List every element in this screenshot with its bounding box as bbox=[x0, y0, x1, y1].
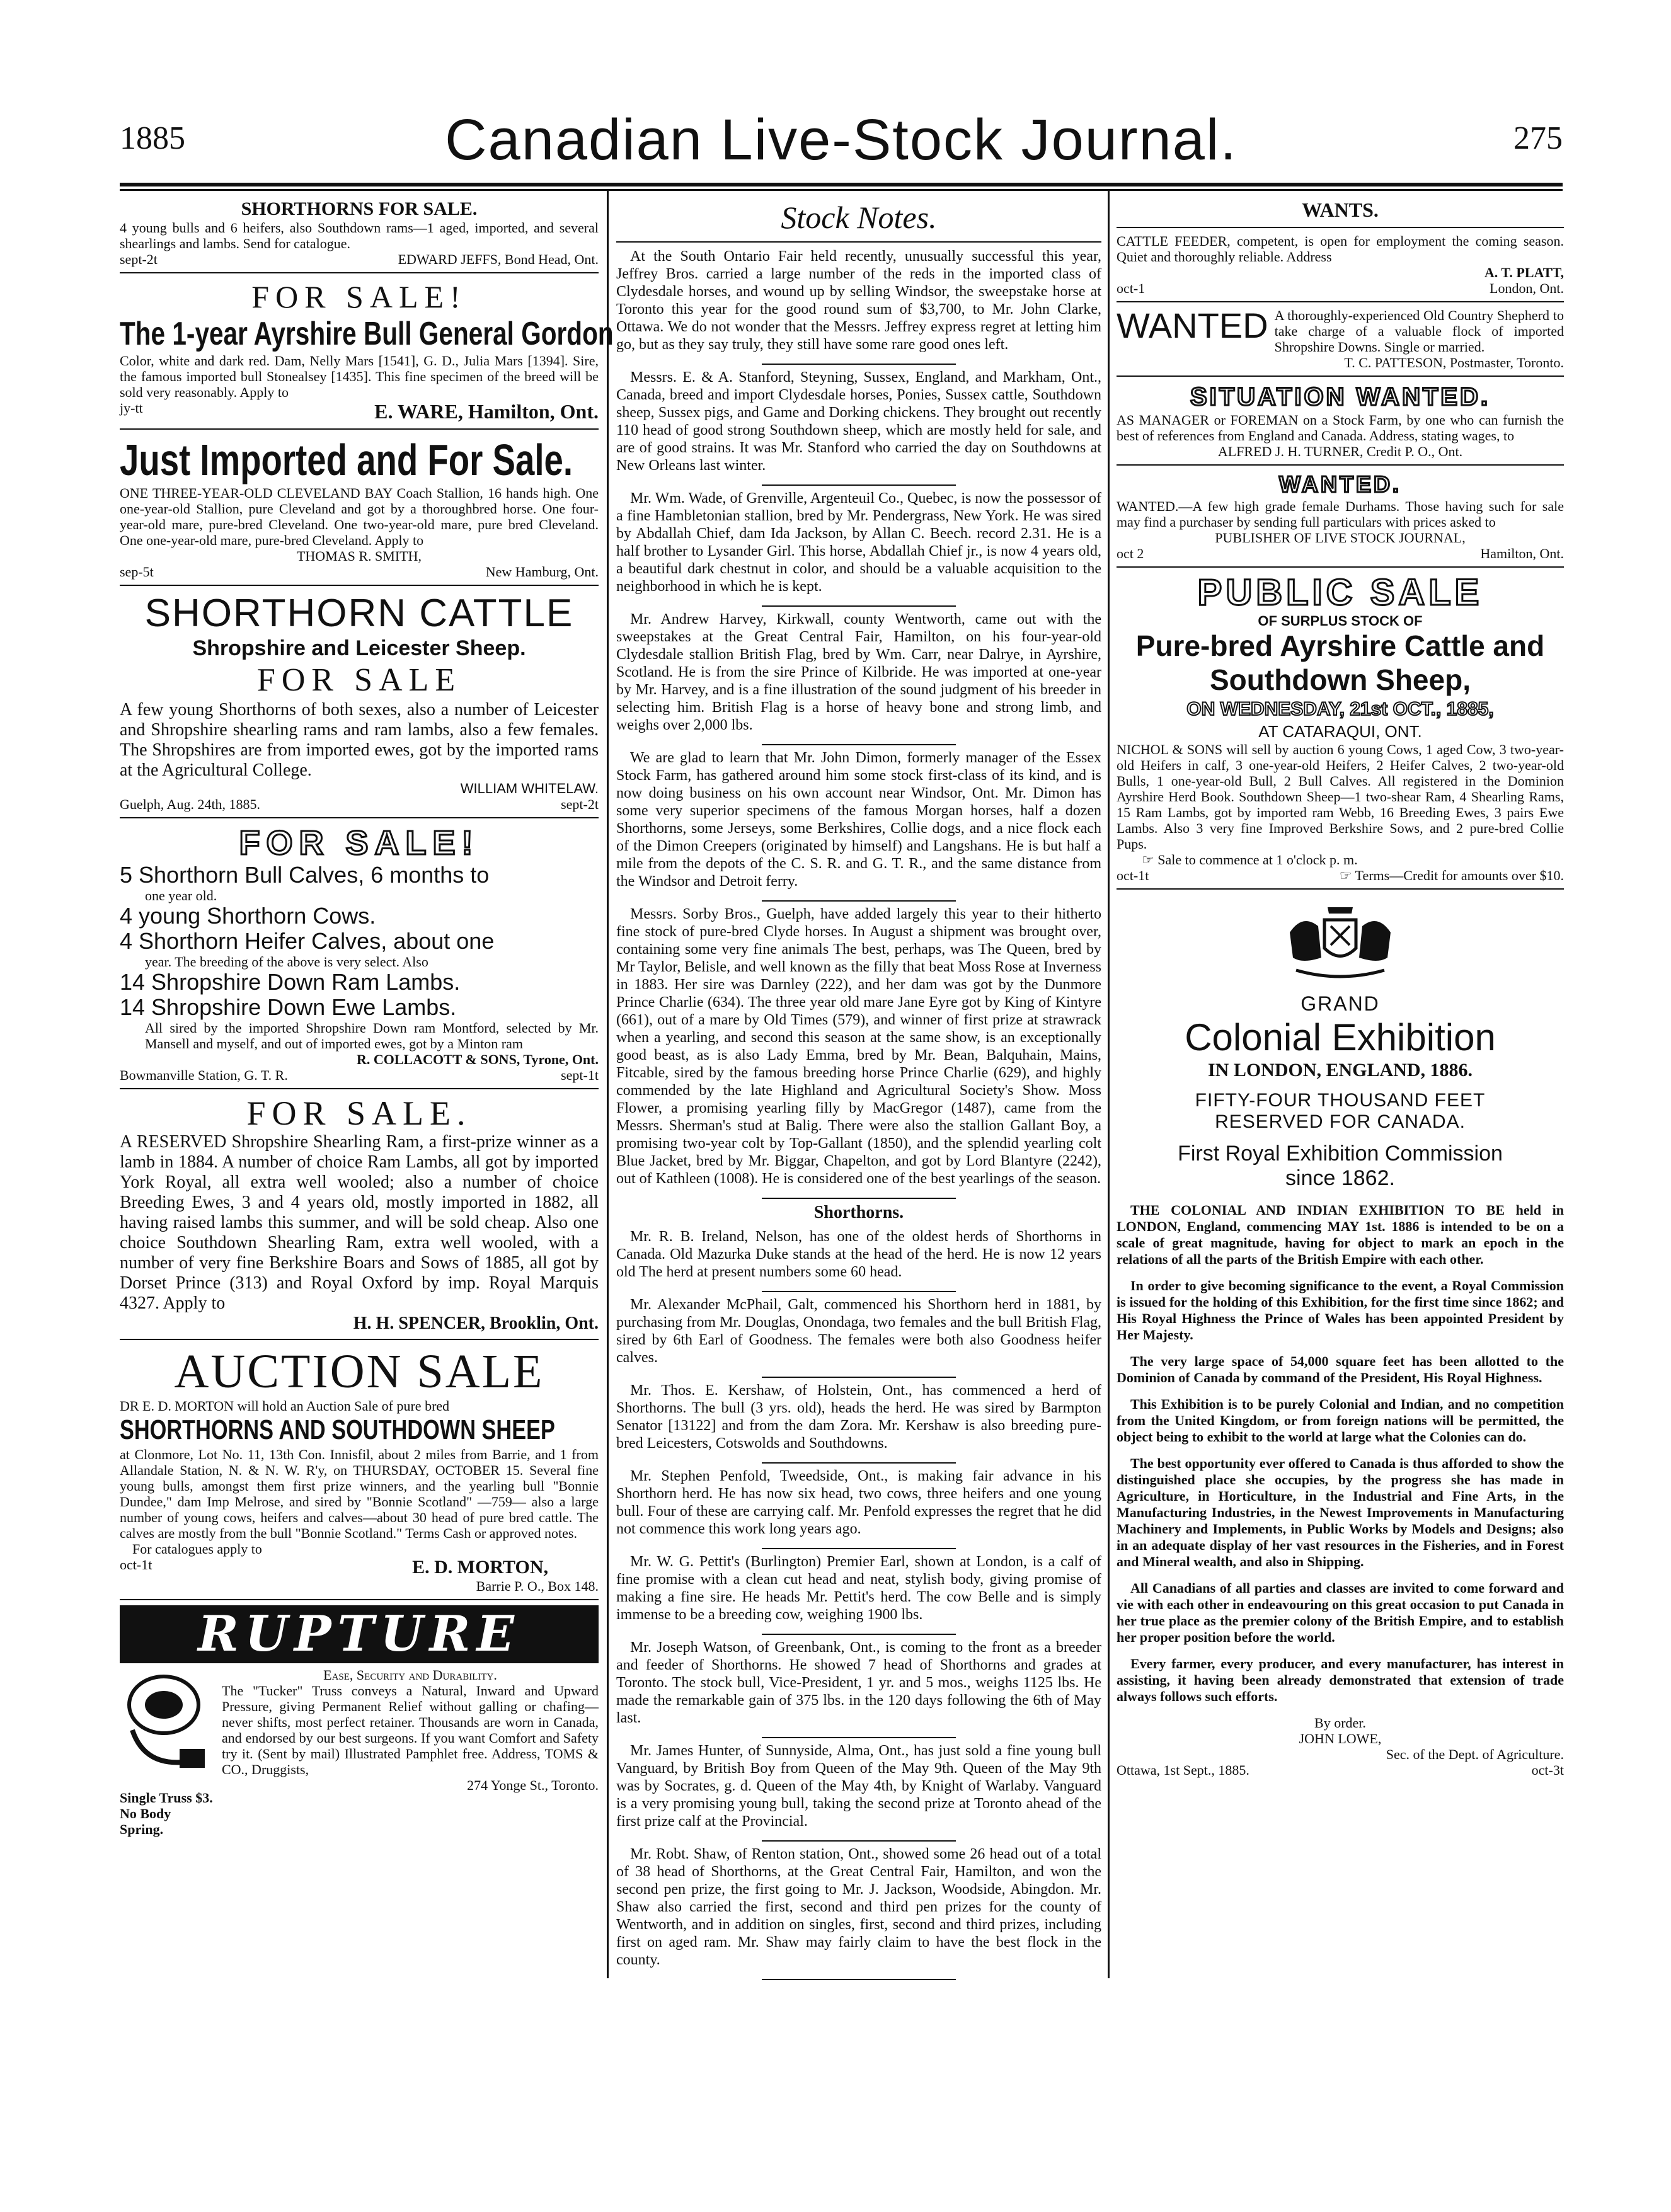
ad-signature: THOMAS R. SMITH, bbox=[296, 548, 422, 564]
note-paragraph: Mr. James Hunter, of Sunnyside, Alma, Ont., has just sold a fine young bull Vanguard, by British Boy from Queen of the May 9th. Queen of the May 9th was by Socrates, g. d. Queen of the May 4th, by Knight of Warlaby. Vanguard is a very promising young bull, taking the second prize at Toronto ahead of the first prize calf at the Provincial. bbox=[616, 1743, 1101, 1830]
want-cattle-feeder bbox=[1117, 233, 1564, 296]
ad-subtitle: The 1-year Ayrshire Bull General Gordon bbox=[120, 316, 614, 352]
ad-place: London, Ont. bbox=[1490, 280, 1564, 296]
wants-title: WANTS. bbox=[1302, 198, 1379, 221]
ad-for-sale-spencer bbox=[120, 1094, 599, 1334]
ad-signature: ALFRED J. H. TURNER, Credit P. O., Ont. bbox=[1217, 444, 1463, 459]
situation-wanted bbox=[1117, 382, 1564, 459]
note-divider bbox=[762, 1979, 956, 1980]
ad-title: AUCTION SALE bbox=[174, 1345, 544, 1398]
ad-signature: E. D. MORTON, bbox=[412, 1557, 548, 1578]
ad-body: The "Tucker" Truss conveys a Natural, Inward and Upward Pressure, giving Permanent Relief without galling or chafing—never shifts, most perfect retainer. Thousands are worn in Canada, and endorsed by our best surgeons. If you want Comfort and Safety try it. (Sent by mail) Illustrated Pamphlet free. Address, TOMS & CO., Druggists, bbox=[222, 1683, 599, 1777]
ad-signature: A. T. PLATT, bbox=[1484, 265, 1564, 280]
shorthorn-notes-list bbox=[616, 1228, 1101, 1980]
note-divider bbox=[762, 1737, 956, 1738]
shorthorns-subhead: Shorthorns. bbox=[813, 1203, 904, 1222]
note-divider bbox=[762, 1840, 956, 1842]
ad-line: one year old. bbox=[145, 888, 217, 903]
ad-signature: EDWARD JEFFS, Bond Head, Ont. bbox=[398, 251, 599, 267]
ad-code: sept-2t bbox=[561, 796, 599, 812]
ad-shorthorn-cattle bbox=[120, 591, 599, 812]
ad-body: NICHOL & SONS will sell by auction 6 young Cows, 1 aged Cow, 3 two-year-old Heifers in calf, 3 one-year-old Heifers, 2 Heifer Calves, 2 two-year-old Bulls, 1 one-year-old Bull, 2 Bull Calves. All registered in the Dominion Ayrshire Herd Book. Southdown Sheep—1 two-shear Ram, 4 Shearling Rams, 15 Ram Lambs, got by imported ram Webb, 16 Breeding Ewes, 3 pairs Ewe Lambs. Also 3 very fine Improved Berkshire Sows, and 2 pure-bred Collie Pups. bbox=[1117, 742, 1564, 852]
note-divider bbox=[762, 900, 956, 902]
note-divider bbox=[762, 1634, 956, 1635]
ad-line: DR E. D. MORTON will hold an Auction Sale of pure bred bbox=[120, 1398, 450, 1414]
note-divider bbox=[762, 1377, 956, 1378]
ad-title: FOR SALE. bbox=[246, 1094, 472, 1132]
ad-subtitle: SHORTHORNS AND SOUTHDOWN SHEEP bbox=[120, 1414, 555, 1445]
ad-subtitle: OF SURPLUS STOCK OF bbox=[1258, 613, 1423, 629]
note-paragraph: Mr. Thos. E. Kershaw, of Holstein, Ont., has commenced a herd of Shorthorns. The bull (3 yrs. old), heads the herd. He was sired by Barmpton Senator [13122] and from the dam Zora. Mr. Kershaw is also breeding pure-bred Leicesters, Cotswolds and Southdowns. bbox=[616, 1382, 1101, 1452]
note-divider bbox=[762, 1198, 956, 1199]
ad-rupture bbox=[120, 1605, 599, 1837]
journal-title: Canadian Live-Stock Journal. bbox=[445, 108, 1237, 172]
sale-date: ON WEDNESDAY, 21st OCT., 1885, bbox=[1186, 699, 1494, 719]
ad-code: jy-tt bbox=[120, 400, 143, 416]
ad-place: Ottawa, 1st Sept., 1885. bbox=[1117, 1762, 1249, 1778]
ad-title: SHORTHORN CATTLE bbox=[144, 592, 574, 635]
ad-code: oct-3t bbox=[1531, 1762, 1564, 1778]
ad-side-note: No Body Spring. bbox=[120, 1806, 171, 1837]
ad-body: WANTED.—A few high grade female Durhams. Those having such for sale may find a purchaser by sending full particulars with prices asked to bbox=[1117, 498, 1564, 530]
ad-code: oct-1t bbox=[1117, 868, 1149, 883]
stock-notes-title: Stock Notes. bbox=[781, 200, 937, 235]
ad-title-2: FOR SALE bbox=[256, 662, 462, 698]
ad-title: FOR SALE! bbox=[251, 279, 467, 314]
ad-shorthorns-for-sale bbox=[120, 198, 599, 267]
ad-heading: Pure-bred Ayrshire Cattle and Southdown Sheep, bbox=[1135, 629, 1545, 696]
note-paragraph: The best opportunity ever offered to Canada is thus afforded to show the distinguished place she occupies, by the progress she has made in Agriculture, in Horticulture, in the Industrial and Fine Arts, in the Manufacturing Industries, in the Newest Improvements in Manufacturing Machinery and Implements, in Public Works by Models and Designs; also in an adequate display of her vast resources in the Fisheries, and in Forest and Mineral wealth, and also in Shipping. bbox=[1117, 1455, 1564, 1569]
note-paragraph: Mr. Stephen Penfold, Tweedside, Ont., is making fair advance in his Shorthorn herd. He has now six head, two cows, three heifers and one young bull. Four of these are carrying calf. Mr. Penfold expresses the regret that he did not commence this work long years ago. bbox=[616, 1468, 1101, 1537]
note-paragraph: Mr. W. G. Pettit's (Burlington) Premier Earl, shown at London, is a calf of fine promise with a clean cut head and neat, stylish body, giving promise of making a fine sire. He heads Mr. Pettit's herd. The cow Belle and is simply immense to be a breeding cow, weighing 1900 lbs. bbox=[616, 1554, 1101, 1623]
note-divider bbox=[762, 605, 956, 607]
ad-body: A RESERVED Shropshire Shearling Ram, a first-prize winner as a lamb in 1884. A number of choice Ram Lambs, all got by imported York Royal, all extra well wooled; also a number of choice Breeding Ewes, 3 and 4 years old, mostly imported in 1882, all having raised lambs this summer, and will be sold cheap. Also one choice Southdown Shearling Ram, extra well wooled, with a number of very fine Berkshire Boars and Sows of 1885, all got by Dorset Prince (313) and Royal Oxford by imp. Royal Marquis 4327. Apply to bbox=[120, 1132, 599, 1313]
ad-title: RUPTURE bbox=[120, 1605, 599, 1663]
truss-illustration bbox=[120, 1667, 214, 1837]
ad-code: sept-2t bbox=[120, 251, 158, 267]
ad-auction-sale bbox=[120, 1345, 599, 1594]
note-paragraph: Mr. Alexander McPhail, Galt, commenced his Shorthorn herd in 1881, by purchasing from Mr. Douglas, Onondaga, two females and the bull British Flag, sired by 6th Earl of Goodness. The females were both also Goodness heifer calves. bbox=[616, 1297, 1101, 1366]
colonial-exhibition-ad bbox=[1117, 895, 1564, 1778]
ad-signature-title: Sec. of the Dept. of Agriculture. bbox=[1386, 1746, 1564, 1762]
exhibition-location: IN LONDON, ENGLAND, 1886. bbox=[1207, 1060, 1473, 1080]
ad-title: SITUATION WANTED. bbox=[1190, 383, 1491, 411]
want-durhams bbox=[1117, 471, 1564, 561]
ad-place: Bowmanville Station, G. T. R. bbox=[120, 1067, 288, 1083]
note-paragraph: We are glad to learn that Mr. John Dimon, formerly manager of the Essex Stock Farm, has gathered around him some stock first-class of its kind, and is now doing business on his own account near Windsor, Ont. Mr. Dimon has some very superior specimens of the famous Morgan horses, half a dozen Shorthorns, some Jerseys, some Berkshires, Collie dogs, and a nice flock each of the Dimon Creepers (originated by himself) and Langshans. He is but half a mile from the depots of the C. S. R. and G. T. R., and the same distance from the Windsor and Detroit ferry. bbox=[616, 750, 1101, 890]
truss-icon bbox=[120, 1667, 214, 1787]
ad-note: ☞ Terms—Credit for amounts over $10. bbox=[1339, 868, 1564, 883]
ad-title: PUBLIC SALE bbox=[1197, 572, 1483, 613]
ad-subtitle: Shropshire and Leicester Sheep. bbox=[192, 636, 526, 660]
ad-place: New Hamburg, Ont. bbox=[485, 564, 599, 580]
page-header bbox=[120, 107, 1563, 176]
column-right bbox=[1117, 198, 1564, 1778]
ad-title: SHORTHORNS FOR SALE. bbox=[241, 198, 478, 219]
ad-note: ☞ Sale to commence at 1 o'clock p. m. bbox=[1142, 852, 1358, 868]
note-paragraph: Every farmer, every producer, and every manufacturer, has interest in assisting, it having been already demonstrated that extension of trade always follows such efforts. bbox=[1117, 1656, 1564, 1704]
note-paragraph: Messrs. Sorby Bros., Guelph, have added largely this year to their hitherto fine stock of pure-bred Clyde horses. In August a shipment was brought over, containing some very fine animals The best, perhaps, was The Queen, bred by Mr Taylor, Belisle, and well known as the filly that beat Moss Rose at Inverness in 1883. Her sire was Darnley (222), and her dam was got by the Dunmore Prince Charlie (634). The three year old mare Jane Eyre got by King of Kintyre (661), out of a mare by Old Times (579), and winner of first prize at strawrack when a yearling, and second this season at the same show, is an exceptionally good beast, as is also Lady Emma, bred by Mr. Bean, Balquhain, Mains, Fitcable, sired by the famous breeding horse Prince Charlie (629), and highly commended by the late Highland and Agricultural Society's Show. Moss Flower, a promising yearling filly by MacGregor (1487), came from the Messrs. Sherman's stud at Balig. There were also the stallion Gallant Boy, a promising two-year colt by Top-Gallant (1850), and the splendid yearling colt Blue Jacket, bred by Mr. Biggar, Chapelton, and got by Lord Blantyre (2242), out of Kathleen (1008). He is considered one of the best yearlings of the season. bbox=[616, 906, 1101, 1187]
ad-just-imported bbox=[120, 435, 599, 580]
note-paragraph: Mr. Andrew Harvey, Kirkwall, county Wentworth, came out with the sweepstakes at the Great Central Fair, Hamilton, on his four-year-old Clydesdale stallion British Flag, bred by Wm. Carr, near Dalrye, in Ayrshire, Scotland. He is from the sire Prince of Kilbride. He was imported at one-year by Mr. Harvey, and is a fine illustration of the sound judgment of his breeder in selecting him. British Flag is a horse of heavy bone and strong limb, and weighs over 2,000 lbs. bbox=[616, 611, 1101, 733]
ad-for-sale-collacott bbox=[120, 823, 599, 1083]
ad-body: A few young Shorthorns of both sexes, also a number of Leicester and Shropshire shearling rams and ram lambs, also a few females. The Shropshires are from imported ewes, got by the imported rams at the Agricultural College. bbox=[120, 700, 599, 780]
want-shepherd bbox=[1117, 307, 1564, 370]
ad-body: at Clonmore, Lot No. 11, 13th Con. Innisfil, about 2 miles from Barrie, and 1 from Allandale Station, N. & N. W. R'y, on THURSDAY, OCTOBER 15. Several fine young bulls, amongst them first prize winners, and the yearling bull "Bonnie Dundee," dam Imp Melrose, and sired by "Bonnie Scotland" —759— also a large number of young cows, heifers and calves—about 30 head of pure bred cattle. The calves are mostly from the bull "Bonnie Scotland." Terms Cash or approved notes. bbox=[120, 1447, 599, 1541]
ad-title: FOR SALE! bbox=[239, 824, 479, 862]
note-paragraph: This Exhibition is to be purely Colonial and Indian, and no competition from the United Kingdom, or from foreign nations will be permitted, the object being to exhibit to the world at large what the Colonies can do. bbox=[1117, 1396, 1564, 1445]
public-sale-ad bbox=[1117, 573, 1564, 883]
ad-body: CATTLE FEEDER, competent, is open for employment the coming season. Quiet and thoroughly reliable. Address bbox=[1117, 233, 1564, 265]
note-divider bbox=[762, 1462, 956, 1464]
note-paragraph: At the South Ontario Fair held recently, unusually successful this year, Jeffrey Bros. carried a large number of the reds in the imported class of Clydesdale horses, and wound up by selling Windsor, the sweepstake horse at Toronto this year for the good round sum of $3,700, to Mr. John Clarke, Ottawa. We do not wonder that the Messrs. Jeffrey express regret at letting him go, but as they say truly, they still have some rare good ones left. bbox=[616, 248, 1101, 353]
ad-signature: H. H. SPENCER, Brooklin, Ont. bbox=[353, 1314, 599, 1333]
note-divider bbox=[762, 484, 956, 486]
column-divider-1 bbox=[607, 189, 609, 1978]
note-paragraph: In order to give becoming significance to the event, a Royal Commission is issued for the holding of this Exhibition, for the first time since 1862; and His Royal Highness the Prince of Wales has been appointed President by Her Majesty. bbox=[1117, 1278, 1564, 1343]
ad-side-note: Single Truss $3. bbox=[120, 1790, 213, 1806]
exhibition-grand: GRAND bbox=[1301, 992, 1380, 1015]
ad-signature: T. C. PATTESON, Postmaster, Toronto. bbox=[1344, 355, 1564, 370]
ad-code: sept-1t bbox=[561, 1067, 599, 1083]
ad-code: oct-1 bbox=[1117, 280, 1146, 296]
header-year: 1885 bbox=[120, 120, 185, 156]
note-divider bbox=[762, 744, 956, 745]
coat-of-arms-icon bbox=[1271, 895, 1410, 989]
ad-tagline: Ease, Security and Durability. bbox=[323, 1667, 497, 1683]
ad-signature: JOHN LOWE, bbox=[1299, 1731, 1382, 1746]
note-paragraph: All Canadians of all parties and classes are invited to come forward and vie with each other in endeavouring on this great occasion to put Canada in her true place as the premier colony of the British Empire, and to establish her proper position before the world. bbox=[1117, 1580, 1564, 1645]
ad-body: 4 young bulls and 6 heifers, also Southdown rams—1 aged, imported, and several shearlings and lambs. Send for catalogue. bbox=[120, 220, 599, 251]
page-number: 275 bbox=[1513, 120, 1563, 156]
note-paragraph: Mr. R. B. Ireland, Nelson, has one of the oldest herds of Shorthorns in Canada. Old Mazurka Duke stands at the head of the herd. He is now 12 years old The herd at present numbers some 60 head. bbox=[616, 1229, 1101, 1280]
ad-title: WANTED. bbox=[1279, 471, 1401, 497]
note-paragraph: Mr. Robt. Shaw, of Renton station, Ont., showed some 26 head out of a total of 38 head of Shorthorns, at the Great Central Fair, Hamilton, and won the second pen prize, the first going to Mr. J. Jackson, Woodside, Abingdon. Mr. Shaw also carried the first, second and third pen prizes for the county of Wentworth, and in addition on singles, first, second and third prizes, including first on aged ram. Mr. Shaw may fairly claim to have the best flock in the county. bbox=[616, 1846, 1101, 1968]
exhibition-title: Colonial Exhibition bbox=[1185, 1016, 1496, 1058]
ad-line: year. The breeding of the above is very select. Also bbox=[145, 954, 428, 970]
ad-place: Hamilton, Ont. bbox=[1480, 546, 1564, 561]
ad-line: 5 Shorthorn Bull Calves, 6 months to bbox=[120, 862, 490, 888]
ad-code: oct-1t bbox=[120, 1557, 152, 1573]
ad-place: Barrie P. O., Box 148. bbox=[476, 1578, 599, 1594]
sale-place: AT CATARAQUI, ONT. bbox=[1258, 722, 1422, 741]
ad-line: 4 young Shorthorn Cows. bbox=[120, 903, 376, 929]
column-divider-2 bbox=[1108, 189, 1110, 1978]
exhibition-commission: First Royal Exhibition Commission bbox=[1178, 1142, 1503, 1166]
note-divider bbox=[762, 364, 956, 365]
ad-signature: R. COLLACOTT & SONS, Tyrone, Ont. bbox=[356, 1052, 599, 1067]
note-paragraph: THE COLONIAL AND INDIAN EXHIBITION TO BE held in LONDON, England, commencing MAY 1st. 1886 is intended to be on a scale of great magnitude, having for object to mark an epoch in the relations of all the parts of the British Empire with each other. bbox=[1117, 1202, 1564, 1267]
royal-coat-of-arms bbox=[1117, 895, 1564, 992]
ad-line: 14 Shropshire Down Ewe Lambs. bbox=[120, 994, 457, 1020]
header-rule bbox=[120, 183, 1563, 186]
ad-title: Just Imported and For Sale. bbox=[120, 435, 573, 484]
ad-line: 4 Shorthorn Heifer Calves, about one bbox=[120, 928, 495, 954]
note-paragraph: Mr. Joseph Watson, of Greenbank, Ont., is coming to the front as a breeder and feeder of Shorthorns. He showed 7 head of Shorthorns and grades at Toronto. The stock bull, Vice-President, 1 yr. and 5 mos., weighs 1125 lbs. He made the remarkable gain of 375 lbs. in the 120 days following the 6th of May last. bbox=[616, 1639, 1101, 1726]
column-middle bbox=[616, 198, 1101, 1984]
ad-body: All sired by the imported Shropshire Down ram Montford, selected by Mr. Mansell and myself, and out of imported ewes, got by a Minton ram bbox=[145, 1020, 599, 1052]
ad-signature: E. WARE, Hamilton, Ont. bbox=[374, 400, 599, 423]
ad-place: Guelph, Aug. 24th, 1885. bbox=[120, 796, 261, 812]
ad-code: oct 2 bbox=[1117, 546, 1144, 561]
ad-ayrshire-bull bbox=[120, 278, 614, 423]
stock-notes-list bbox=[616, 248, 1101, 1199]
ad-body: AS MANAGER or FOREMAN on a Stock Farm, by one who can furnish the best of references from England and Canada. Address, stating wages, to bbox=[1117, 412, 1564, 444]
ad-line: For catalogues apply to bbox=[132, 1541, 262, 1557]
column-left bbox=[120, 198, 614, 1837]
ad-signature: WILLIAM WHITELAW. bbox=[460, 781, 599, 796]
note-divider bbox=[762, 1548, 956, 1549]
note-paragraph: Mr. Wm. Wade, of Grenville, Argenteuil Co., Quebec, is now the possessor of a fine Hambletonian stallion, bred by Mr. Pendergrass, New York. He was sired by Abdallah Chief, dam Ida Jackson, by Allan C. Beech. record 2.31. He is a half brother to Lysander Girl. This horse, Abdallah Chief jr., is now 4 years old, a beautiful dark chestnut in color, and should be a valuable acquisition to the neighborhood in which he is kept. bbox=[616, 490, 1101, 595]
ad-code: sep-5t bbox=[120, 564, 154, 580]
by-order: By order. bbox=[1314, 1715, 1366, 1731]
exhibition-space: FIFTY-FOUR THOUSAND FEET bbox=[1195, 1090, 1486, 1111]
ad-body: Color, white and dark red. Dam, Nelly Mars [1541], G. D., Julia Mars [1394]. Sire, the famous imported bull Stonealsey [1435]. This fine specimen of the breed will be sold very reasonably. Apply to bbox=[120, 353, 599, 400]
ad-body: ONE THREE-YEAR-OLD CLEVELAND BAY Coach Stallion, 16 hands high. One one-year-old Stallion, pure Cleveland and got by a thoroughbred horse. One four-year-old mare, pure-bred Cleveland. One two-year-old mare, pure bred Cleveland. One one-year-old mare, pure-bred Cleveland. Apply to bbox=[120, 485, 599, 548]
exhibition-space: RESERVED FOR CANADA. bbox=[1215, 1111, 1466, 1132]
ad-line: 14 Shropshire Down Ram Lambs. bbox=[120, 969, 461, 995]
note-divider bbox=[762, 1291, 956, 1292]
exhibition-commission: since 1862. bbox=[1285, 1166, 1395, 1190]
ad-signature: PUBLISHER OF LIVE STOCK JOURNAL, bbox=[1215, 530, 1466, 546]
ad-address: 274 Yonge St., Toronto. bbox=[467, 1777, 599, 1793]
note-paragraph: The very large space of 54,000 square feet has been allotted to the Dominion of Canada by command of the President, His Royal Highness. bbox=[1117, 1353, 1564, 1385]
exhibition-paragraphs bbox=[1117, 1202, 1564, 1705]
ad-heading: WANTED bbox=[1117, 306, 1268, 345]
note-paragraph: Messrs. E. & A. Stanford, Steyning, Sussex, England, and Markham, Ont., Canada, breed and import Clydesdale horses, Ponies, Sussex cattle, Southdown sheep, Sussex pigs, and Game and Dorking chickens. They brought out recently 110 head of good strong Southdown sheep, which are mostly held for sale, and are of good strains. It was Mr. Stanford who carried the day on Southdowns at New Orleans last winter. bbox=[616, 369, 1101, 474]
header-rule-thin bbox=[120, 189, 1563, 191]
ad-body: A thoroughly-experienced Old Country Shepherd to take charge of a valuable flock of imported Shropshire Downs. Single or married. bbox=[1274, 307, 1564, 355]
